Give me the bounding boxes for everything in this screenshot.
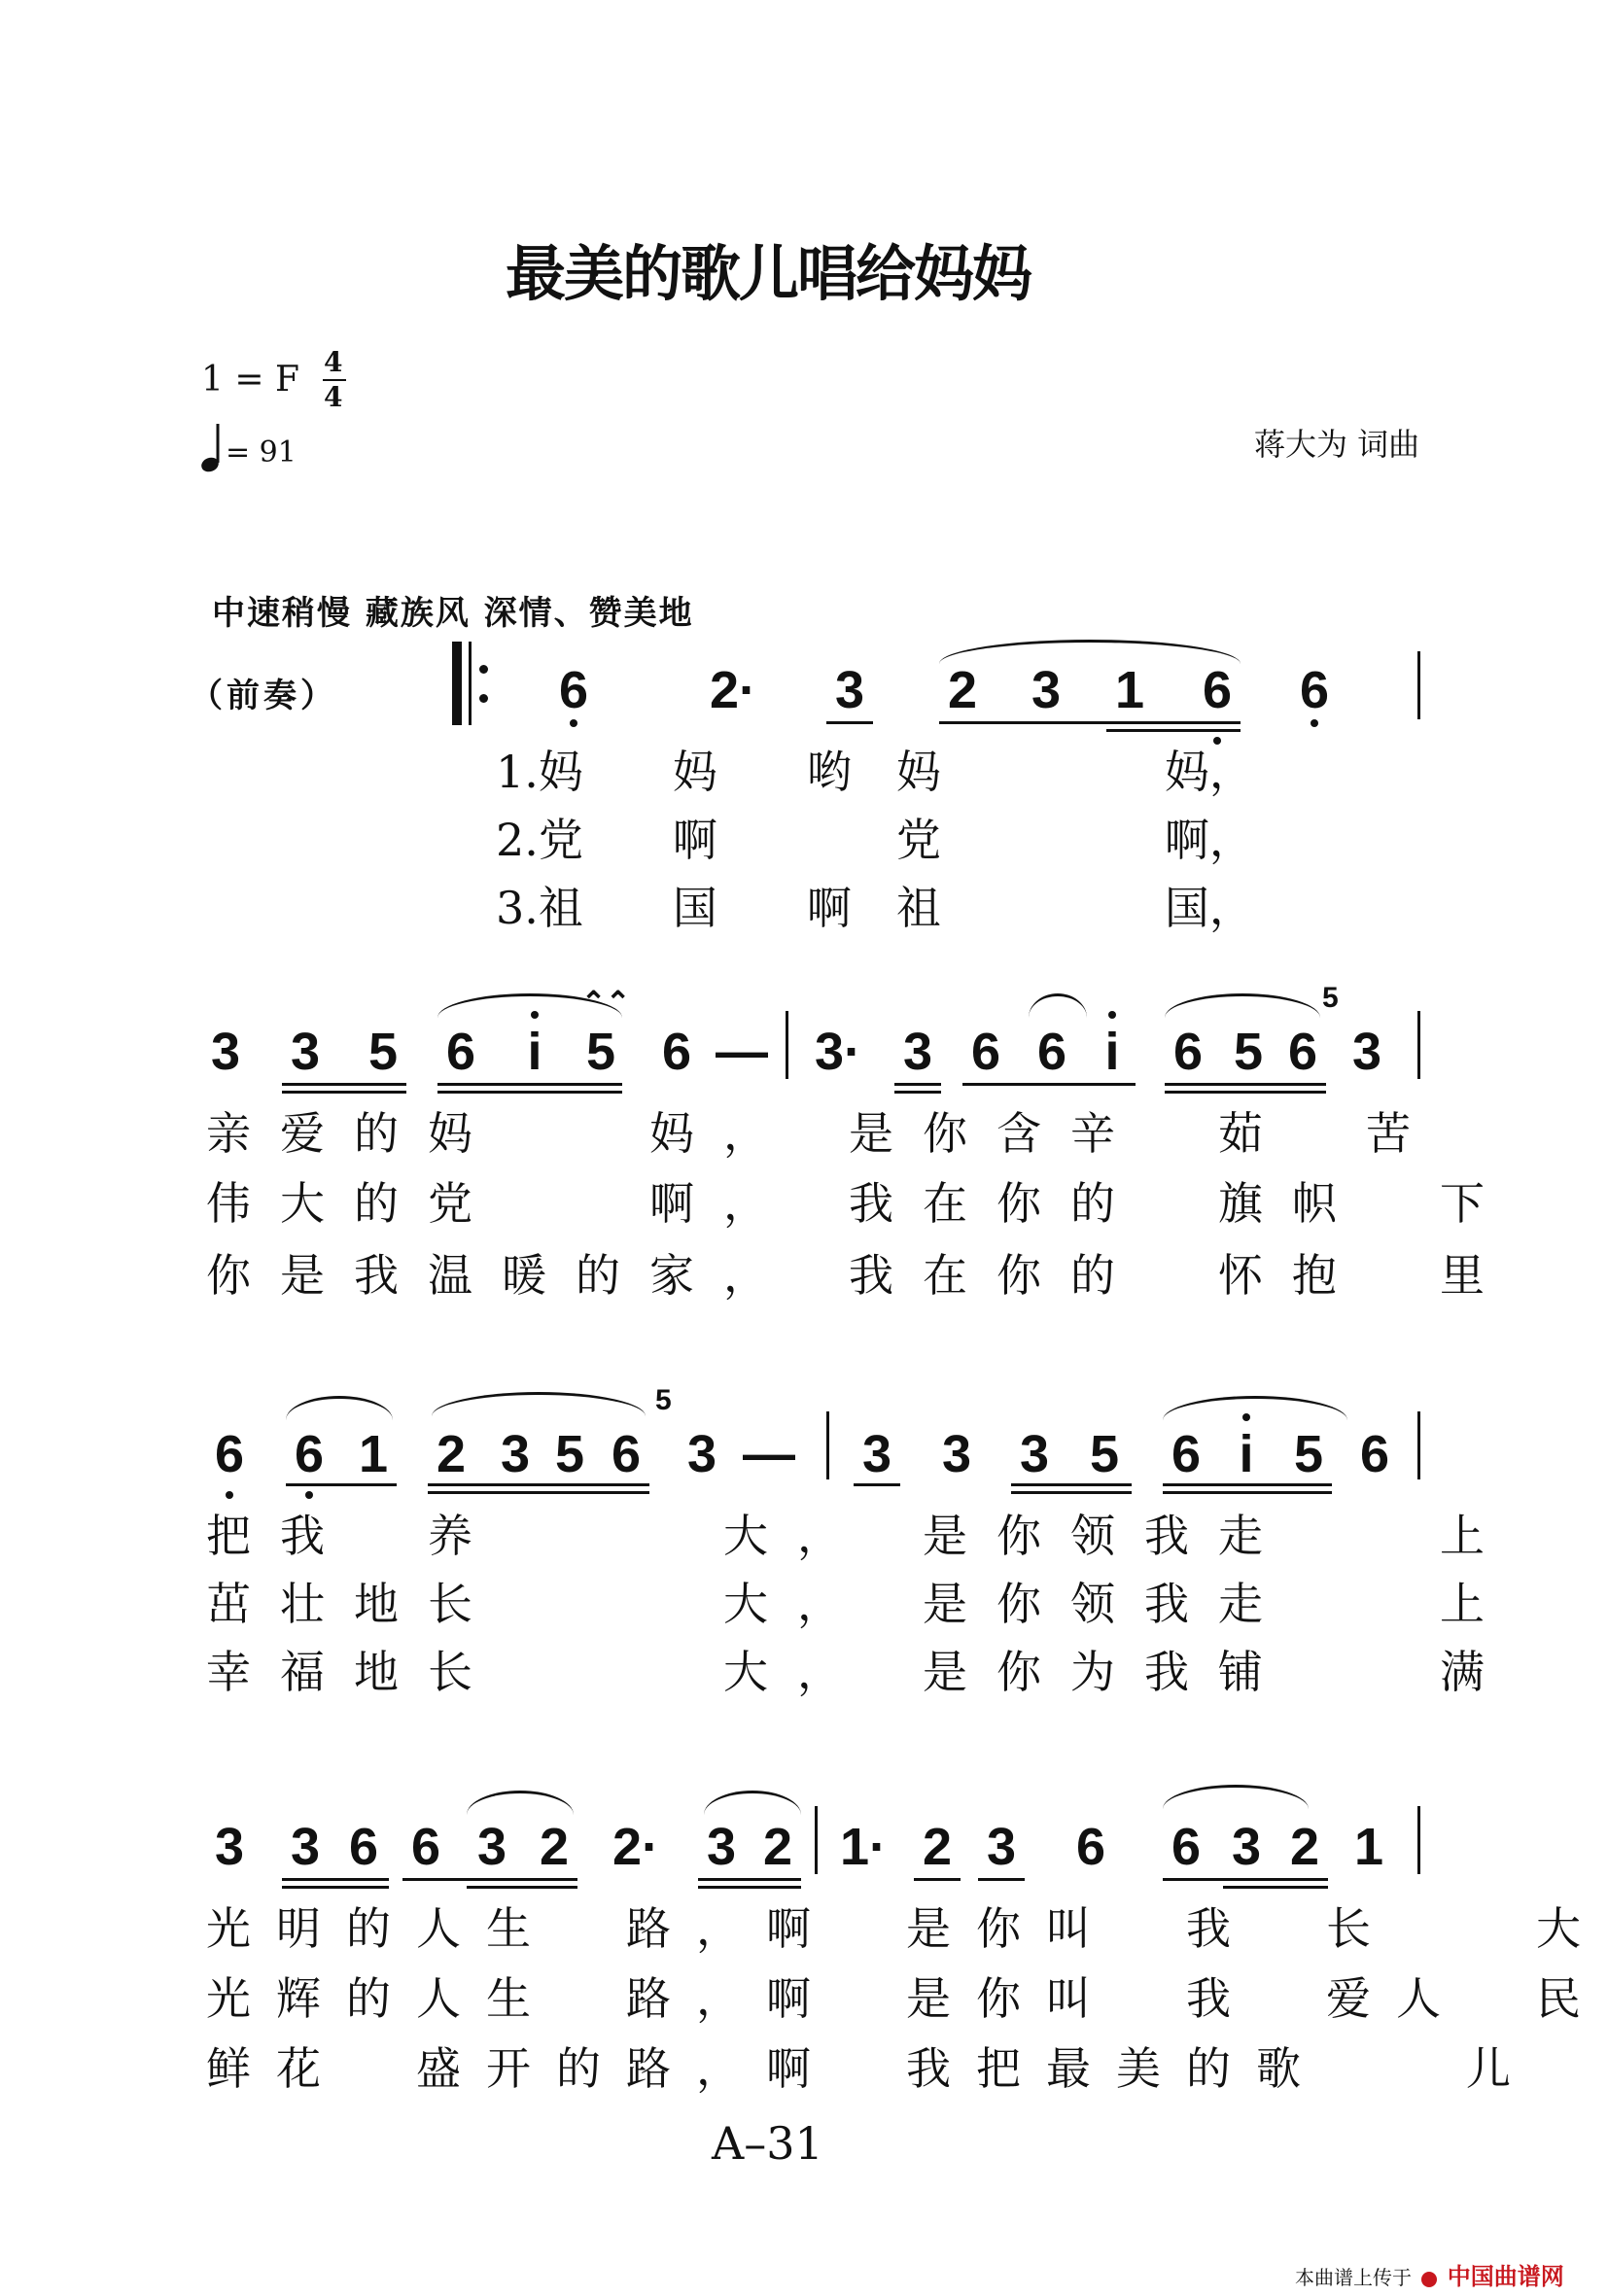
note: 6 bbox=[1202, 661, 1233, 719]
note: 1 bbox=[358, 1425, 389, 1483]
note: i bbox=[1104, 1023, 1120, 1081]
note: 3 bbox=[686, 1425, 717, 1483]
note: 6 bbox=[558, 661, 589, 719]
note: 6 bbox=[661, 1023, 692, 1081]
lyric-line: 茁壮地长 大， 是你领我走 上 bbox=[206, 1578, 1514, 1630]
lyric-line: 1.妈 妈 哟 妈 妈， bbox=[496, 746, 1254, 798]
note: 5 bbox=[1089, 1425, 1120, 1483]
note: 3 bbox=[1031, 661, 1062, 719]
note: 3 bbox=[290, 1818, 321, 1876]
note: 5 bbox=[367, 1023, 399, 1081]
note: 6 bbox=[1172, 1023, 1204, 1081]
note: 3 bbox=[834, 661, 865, 719]
note: 6 bbox=[1359, 1425, 1390, 1483]
note: 6 bbox=[214, 1425, 245, 1483]
lyric-line: 光辉的人生 路，啊 是你叫 我 爱人 民 bbox=[206, 1972, 1606, 2025]
tempo: = 91 bbox=[226, 435, 297, 470]
lyric-line: 鲜花 盛开的路，啊 我把最美的歌 儿 bbox=[206, 2042, 1536, 2095]
note: 6 bbox=[348, 1818, 379, 1876]
note: 3 bbox=[290, 1023, 321, 1081]
time-signature-bottom: 4 bbox=[324, 381, 343, 413]
lyric-line: 把我 养 大， 是你领我走 上 bbox=[206, 1510, 1514, 1562]
lyric-line: 你是我温暖的家， 我在你的 怀抱 里 bbox=[206, 1249, 1514, 1302]
note: 3 bbox=[986, 1818, 1017, 1876]
note: 2· bbox=[612, 1818, 660, 1876]
note: 5 bbox=[1233, 1023, 1264, 1081]
note: 6 bbox=[970, 1023, 1001, 1081]
lyric-line: 亲爱的妈 妈， 是你含辛 茹 苦 bbox=[206, 1107, 1440, 1160]
note: 1· bbox=[840, 1818, 888, 1876]
note: 3 bbox=[210, 1023, 241, 1081]
lyric-line: 光明的人生 路，啊 是你叫 我 长 大 bbox=[206, 1902, 1606, 1955]
page-number: A–31 bbox=[712, 2117, 823, 2170]
note: 6 bbox=[1075, 1818, 1106, 1876]
site-logo-icon bbox=[1421, 2272, 1437, 2287]
note: 6 bbox=[1171, 1818, 1202, 1876]
note: 2 bbox=[922, 1818, 953, 1876]
key-signature: 1 = F bbox=[201, 360, 299, 400]
composer-credit: 蒋大为 词曲 bbox=[1254, 426, 1420, 463]
note: 3 bbox=[1231, 1818, 1262, 1876]
note: 2· bbox=[710, 661, 757, 719]
note: 2 bbox=[947, 661, 978, 719]
footer-text: 本曲谱上传于 bbox=[1295, 2266, 1412, 2289]
note: 6 bbox=[1299, 661, 1330, 719]
lyric-line: 2.党 啊 党 啊， bbox=[496, 814, 1254, 866]
grace-note: 5 bbox=[655, 1384, 672, 1416]
note: 3 bbox=[214, 1818, 245, 1876]
note: 3 bbox=[902, 1023, 933, 1081]
note: 2 bbox=[539, 1818, 570, 1876]
note: 6 bbox=[445, 1023, 476, 1081]
note: 6 bbox=[1171, 1425, 1202, 1483]
note: i bbox=[527, 1023, 542, 1081]
time-signature-top: 4 bbox=[324, 346, 343, 378]
note: 2 bbox=[436, 1425, 467, 1483]
prelude-label: （前奏） bbox=[190, 677, 337, 715]
note: 3 bbox=[941, 1425, 972, 1483]
note: i bbox=[1239, 1425, 1254, 1483]
lyric-line: 3.祖 国 啊 祖 国， bbox=[496, 882, 1254, 934]
note: 3 bbox=[1019, 1425, 1050, 1483]
note: 6 bbox=[1287, 1023, 1318, 1081]
lyric-line: 幸福地长 大， 是你为我铺 满 bbox=[206, 1646, 1514, 1698]
note: 5 bbox=[554, 1425, 585, 1483]
note: 1 bbox=[1114, 661, 1145, 719]
note: 3· bbox=[815, 1023, 862, 1081]
lyric-line: 伟大的党 啊， 我在你的 旗帜 下 bbox=[206, 1177, 1514, 1230]
note: 2 bbox=[1289, 1818, 1320, 1876]
song-title: 最美的歌儿唱给妈妈 bbox=[506, 238, 1031, 309]
note: 3 bbox=[861, 1425, 892, 1483]
note: 5 bbox=[1293, 1425, 1324, 1483]
note: 3 bbox=[500, 1425, 531, 1483]
note: — bbox=[743, 1425, 795, 1483]
note: 3 bbox=[1351, 1023, 1382, 1081]
performance-direction: 中速稍慢 藏族风 深情、赞美地 bbox=[212, 594, 694, 633]
note: 1 bbox=[1353, 1818, 1384, 1876]
footer-watermark bbox=[1295, 2257, 1564, 2291]
note: 3 bbox=[476, 1818, 507, 1876]
note: 2 bbox=[762, 1818, 793, 1876]
note: — bbox=[716, 1023, 768, 1081]
note: 3 bbox=[706, 1818, 737, 1876]
note: 6 bbox=[410, 1818, 441, 1876]
footer-brand: 中国曲谱网 bbox=[1447, 2263, 1564, 2290]
note: 6 bbox=[611, 1425, 642, 1483]
note: 6 bbox=[1036, 1023, 1067, 1081]
grace-note: 5 bbox=[1322, 982, 1339, 1014]
note: 6 bbox=[294, 1425, 325, 1483]
note: 5 bbox=[585, 1023, 616, 1081]
